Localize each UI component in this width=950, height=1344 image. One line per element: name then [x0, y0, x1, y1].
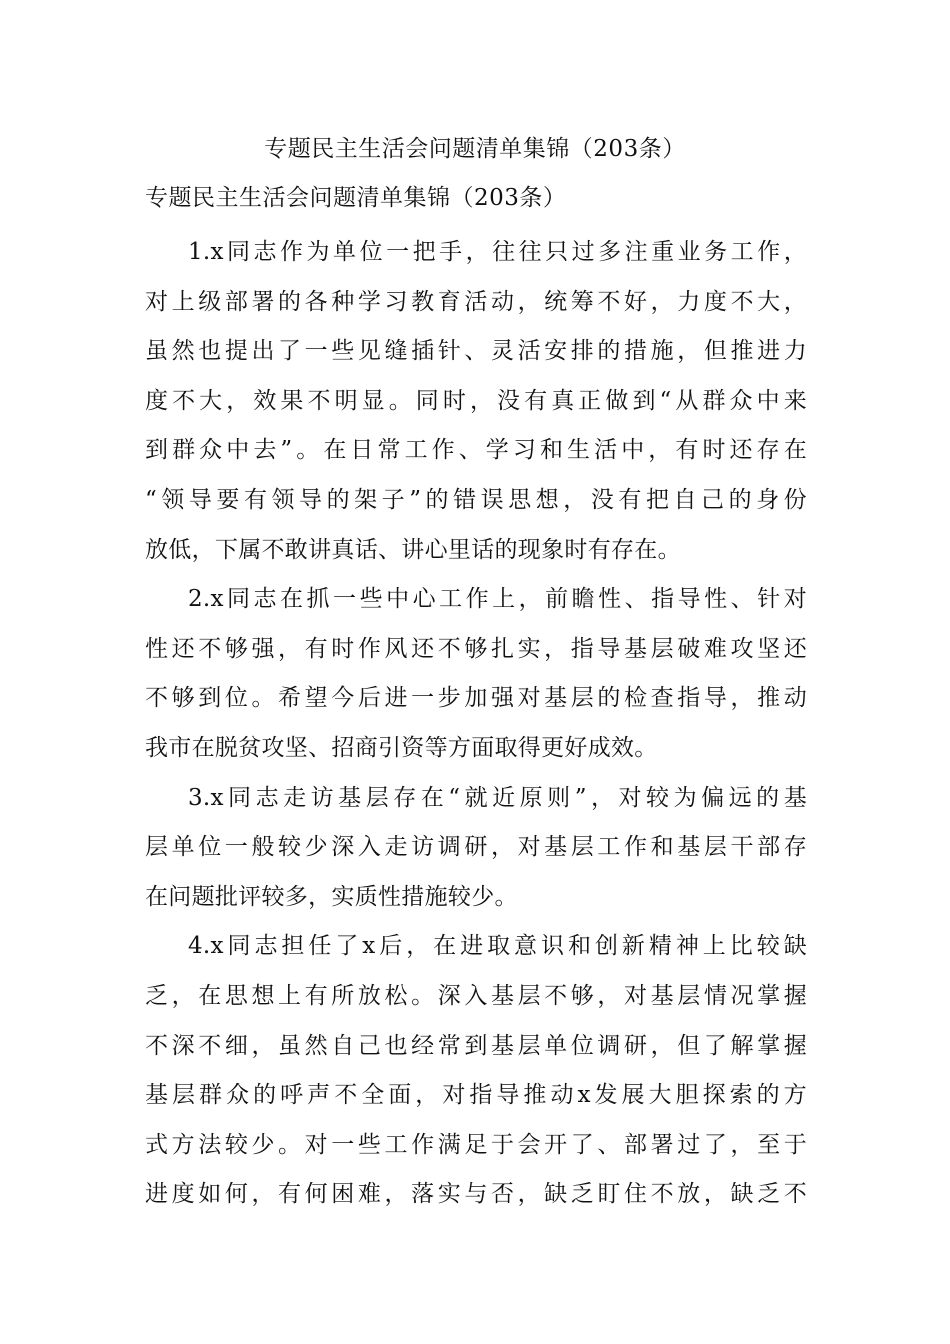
paragraph-line: 3.x同志走访基层存在“就近原则”，对较为偏远的基 [188, 784, 807, 811]
paragraph-line: “领导要有领导的架子”的错误思想，没有把自己的身份 [145, 486, 807, 513]
paragraph-line: 不深不细，虽然自己也经常到基层单位调研，但了解掌握 [145, 1032, 807, 1059]
paragraph-line: 对上级部署的各种学习教育活动，统筹不好，力度不大， [145, 288, 807, 315]
paragraph-line: 式方法较少。对一些工作满足于会开了、部署过了，至于 [145, 1131, 807, 1158]
paragraph-3 [145, 774, 807, 923]
paragraph-line: 层单位一般较少深入走访调研，对基层工作和基层干部存 [145, 834, 807, 861]
document-subtitle: 专题民主生活会问题清单集锦（203条） [145, 185, 567, 211]
document-title: 专题民主生活会问题清单集锦（203条） [264, 136, 686, 162]
paragraph-line: 度不大，效果不明显。同时，没有真正做到“从群众中来 [145, 387, 807, 414]
paragraph-line: 2.x同志在抓一些中心工作上，前瞻性、指导性、针对 [188, 586, 807, 613]
paragraph-line: 到群众中去”。在日常工作、学习和生活中，有时还存在 [145, 437, 807, 464]
paragraph-line: 乏，在思想上有所放松。深入基层不够，对基层情况掌握 [145, 982, 807, 1009]
paragraph-line: 性还不够强，有时作风还不够扎实，指导基层破难攻坚还 [145, 635, 807, 662]
paragraph-line: 我市在脱贫攻坚、招商引资等方面取得更好成效。 [145, 734, 658, 761]
document-body [145, 228, 807, 1220]
paragraph-1 [145, 228, 807, 575]
paragraph-line: 在问题批评较多，实质性措施较少。 [145, 883, 518, 910]
paragraph-line: 进度如何，有何困难，落实与否，缺乏盯住不放，缺乏不 [145, 1181, 807, 1208]
paragraph-line: 放低，下属不敢讲真话、讲心里话的现象时有存在。 [145, 536, 681, 563]
paragraph-4 [145, 922, 807, 1220]
paragraph-2 [145, 575, 807, 773]
paragraph-line: 基层群众的呼声不全面，对指导推动x发展大胆探索的方 [145, 1082, 807, 1109]
paragraph-line: 不够到位。希望今后进一步加强对基层的检查指导，推动 [145, 685, 807, 712]
paragraph-line: 1.x同志作为单位一把手，往往只过多注重业务工作， [188, 239, 807, 265]
paragraph-line: 4.x同志担任了x后，在进取意识和创新精神上比较缺 [188, 933, 807, 960]
paragraph-line: 虽然也提出了一些见缝插针、灵活安排的措施，但推进力 [145, 338, 807, 365]
